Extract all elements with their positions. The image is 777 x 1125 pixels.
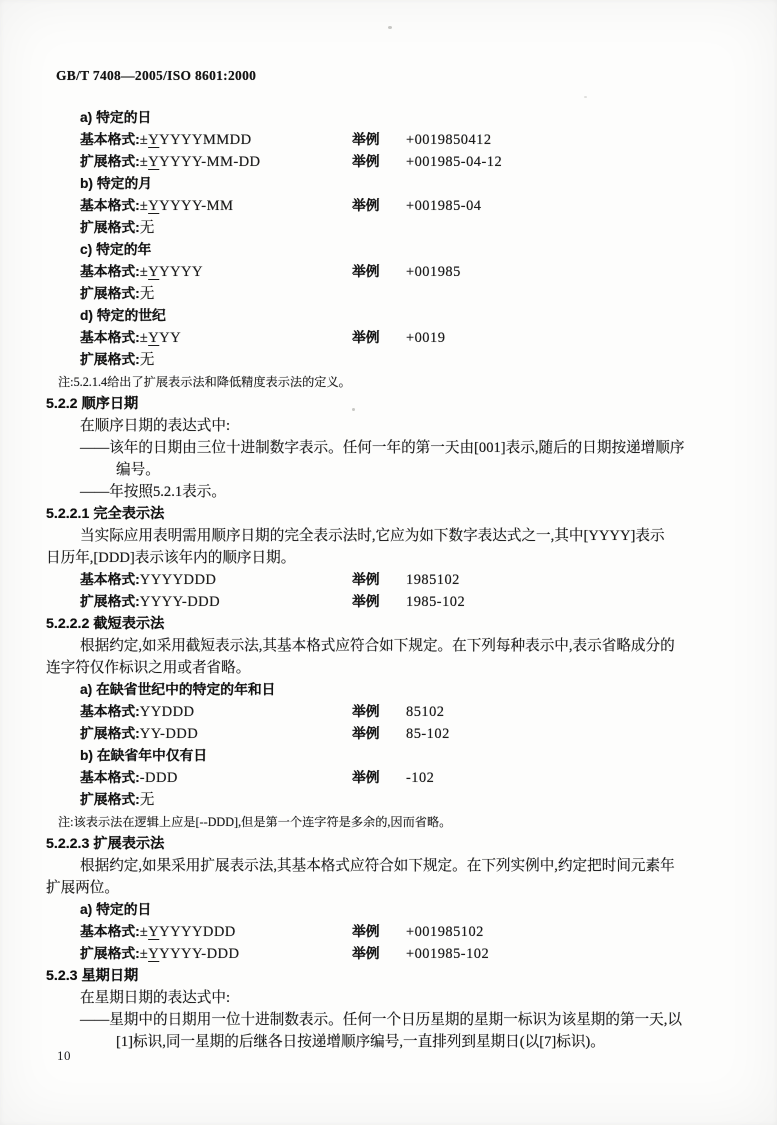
format-label: 基本格式: (80, 198, 140, 213)
format-label: 扩展格式: (80, 154, 140, 169)
format-row (46, 723, 741, 745)
list-item-line: b) 特定的月 (80, 176, 153, 191)
paragraph-line: 日历年,[DDD]表示该年内的顺序日期。 (46, 550, 296, 566)
list-item-line: c) 特定的年 (80, 242, 152, 257)
format-label: 扩展格式: (80, 220, 140, 235)
expansion-underline: Y (148, 132, 160, 148)
format-pattern: YY-DDD (139, 726, 199, 742)
format-pattern: ±YYYYYMMDD (139, 132, 252, 148)
example-value: +001985-102 (406, 946, 490, 962)
list-item-line: b) 在缺省年中仅有日 (80, 748, 208, 763)
format-row (46, 569, 741, 591)
format-row (46, 767, 741, 789)
format-label: 基本格式: (80, 704, 140, 719)
format-label: 扩展格式: (80, 352, 140, 367)
format-label: 扩展格式: (80, 286, 140, 301)
document-lines (46, 107, 741, 1053)
paragraph-line: 根据约定,如采用截短表示法,其基本格式应符合如下规定。在下列每种表示中,表示省略成分的 (80, 638, 675, 654)
dash-item-line: ——该年的日期由三位十进制数字表示。任何一年的第一天由[001]表示,随后的日期按递增顺序 (80, 440, 685, 456)
section-heading: 5.2.2.1 完全表示法 (46, 506, 165, 522)
format-row (46, 217, 741, 239)
paragraph-line: 在星期日期的表达式中: (80, 990, 230, 1006)
format-label: 基本格式: (80, 770, 140, 785)
format-pattern: YYYYDDD (139, 572, 217, 588)
format-pattern: ±YYYYY-MM-DD (139, 154, 261, 170)
format-row (46, 921, 741, 943)
format-pattern: ±YYYYY (139, 264, 203, 280)
paragraph-line: 当实际应用表明需用顺序日期的完全表示法时,它应为如下数字表达式之一,其中[YYYY]表示 (80, 528, 665, 544)
format-label: 扩展格式: (80, 946, 140, 961)
format-pattern: YYDDD (139, 704, 195, 720)
list-item-line: a) 特定的日 (80, 902, 152, 917)
expansion-underline: Y (148, 264, 160, 280)
format-pattern: ±YYYYYDDD (139, 924, 236, 940)
section-heading: 5.2.2 顺序日期 (46, 396, 139, 412)
format-label: 基本格式: (80, 572, 140, 587)
format-label: 基本格式: (80, 132, 140, 147)
example-label: 举例 (352, 704, 380, 719)
format-row (46, 327, 741, 349)
example-label: 举例 (352, 726, 380, 741)
format-label: 基本格式: (80, 924, 140, 939)
example-label: 举例 (352, 132, 380, 147)
example-label: 举例 (352, 594, 380, 609)
example-value: +001985 (406, 264, 461, 280)
dash-item-line: [1]标识,同一星期的后继各日按递增顺序编号,一直排列到星期日(以[7]标识)。 (116, 1034, 605, 1050)
expansion-underline: Y (148, 946, 160, 962)
example-label: 举例 (352, 154, 380, 169)
expansion-underline: Y (148, 198, 160, 214)
list-item-line: a) 特定的日 (80, 110, 152, 125)
format-row (46, 701, 741, 723)
format-pattern: ±YYYYY-MM (139, 198, 234, 214)
example-value: 85-102 (406, 726, 450, 742)
format-pattern: 无 (139, 220, 155, 236)
section-heading: 5.2.2.2 截短表示法 (46, 616, 165, 632)
format-label: 基本格式: (80, 264, 140, 279)
format-row (46, 789, 741, 811)
paragraph-line: 扩展两位。 (46, 880, 119, 896)
section-heading: 5.2.2.3 扩展表示法 (46, 836, 165, 852)
format-pattern: 无 (139, 792, 155, 808)
dash-item-line: ——星期中的日期用一位十进制数表示。任何一个日历星期的星期一标识为该星期的第一天,以 (80, 1012, 682, 1028)
format-pattern: ±YYY (139, 330, 182, 346)
example-value: +001985102 (406, 924, 484, 940)
format-label: 扩展格式: (80, 792, 140, 807)
example-value: +001985-04-12 (406, 154, 503, 170)
example-value: 85102 (406, 704, 445, 720)
format-row (46, 261, 741, 283)
list-item-line: a) 在缺省世纪中的特定的年和日 (80, 682, 276, 697)
format-label: 扩展格式: (80, 594, 140, 609)
format-label: 扩展格式: (80, 726, 140, 741)
scan-speck (388, 26, 392, 29)
dash-item-line: 编号。 (116, 462, 160, 478)
expansion-underline: Y (148, 154, 160, 170)
example-value: 1985102 (406, 572, 460, 588)
scan-speck (584, 96, 587, 98)
example-label: 举例 (352, 330, 380, 345)
format-row (46, 151, 741, 173)
example-value: -102 (406, 770, 435, 786)
format-row (46, 943, 741, 965)
example-value: +0019 (406, 330, 446, 346)
format-label: 基本格式: (80, 330, 140, 345)
format-pattern: ±YYYYY-DDD (139, 946, 240, 962)
example-label: 举例 (352, 770, 380, 785)
example-value: +001985-04 (406, 198, 482, 214)
dash-item-line: ——年按照5.2.1表示。 (80, 484, 226, 500)
example-label: 举例 (352, 264, 380, 279)
section-heading: 5.2.3 星期日期 (46, 968, 139, 984)
example-value: +0019850412 (406, 132, 492, 148)
page-number: 10 (57, 1048, 71, 1063)
format-pattern: YYYY-DDD (139, 594, 221, 610)
list-item-line: d) 特定的世纪 (80, 308, 166, 323)
format-pattern: 无 (139, 352, 155, 368)
expansion-underline: Y (148, 330, 160, 346)
paragraph-line: 根据约定,如果采用扩展表示法,其基本格式应符合如下规定。在下列实例中,约定把时间元素年 (80, 858, 675, 874)
example-label: 举例 (352, 946, 380, 961)
format-row (46, 283, 741, 305)
paragraph-line: 在顺序日期的表达式中: (80, 418, 230, 434)
example-label: 举例 (352, 198, 380, 213)
format-pattern: -DDD (139, 770, 178, 786)
document-standard-number: GB/T 7408—2005/ISO 8601:2000 (56, 68, 257, 83)
note-line: 注:该表示法在逻辑上应是[--DDD],但是第一个连字符是多余的,因而省略。 (58, 815, 452, 829)
format-pattern: 无 (139, 286, 155, 302)
paragraph-line: 连字符仅作标识之用或者省略。 (46, 660, 251, 676)
format-row (46, 195, 741, 217)
note-line: 注:5.2.1.4给出了扩展表示法和降低精度表示法的定义。 (58, 375, 351, 389)
example-label: 举例 (352, 572, 380, 587)
example-value: 1985-102 (406, 594, 466, 610)
format-row (46, 591, 741, 613)
format-row (46, 129, 741, 151)
format-row (46, 349, 741, 371)
expansion-underline: Y (148, 924, 160, 940)
example-label: 举例 (352, 924, 380, 939)
